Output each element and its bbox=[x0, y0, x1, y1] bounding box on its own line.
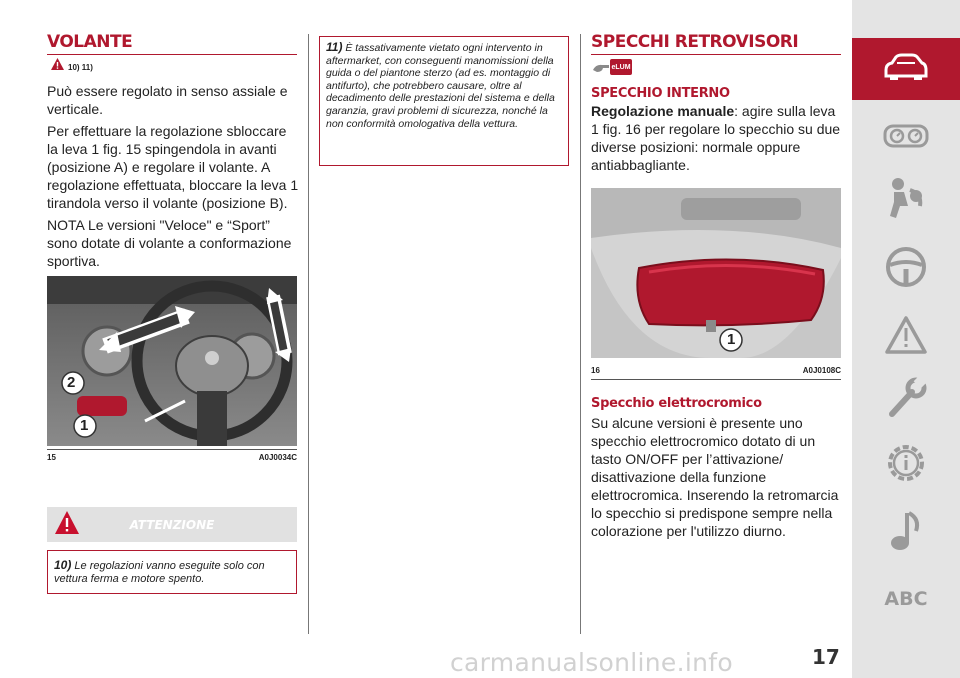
abc-label: ABC bbox=[884, 588, 928, 610]
callout-2: 2 bbox=[67, 374, 76, 391]
chapter-sidebar bbox=[852, 0, 960, 678]
sidebar-item-warnings[interactable] bbox=[852, 314, 960, 360]
section-title-specchi: SPECCHI RETROVISORI bbox=[591, 32, 841, 55]
sidebar-item-safety[interactable] bbox=[852, 176, 960, 224]
caption-fig-15 bbox=[47, 453, 297, 462]
note-number: 10) bbox=[54, 558, 72, 572]
paragraph-2: Per effettuare la regolazione sbloccare la leva 1 fig. 15 spingendola in avanti (posizione A) e regolare il volante. A regolazione effettuata, bloccare la leva 1 tirandola verso il volante (posizione B). bbox=[47, 123, 299, 211]
sidebar-item-index[interactable] bbox=[852, 584, 960, 614]
warning-icon bbox=[884, 315, 928, 360]
column-divider-2 bbox=[580, 34, 581, 634]
manual-adjustment-paragraph bbox=[591, 102, 843, 174]
left-column bbox=[47, 0, 297, 55]
sidebar-item-driving[interactable] bbox=[852, 244, 960, 294]
warning-triangle-icon bbox=[53, 509, 81, 540]
sidebar-item-dashboard[interactable] bbox=[852, 118, 960, 158]
note-text: È tassativamente vietato ogni intervento in aftermarket, con conseguenti manomissioni della guida o del piantone sterzo (ad es. montaggio di antifurto), che potrebbero causare, oltre al decadimento delle prestazioni del sistema e della garanzia, gravi problemi di sicurezza, nonché la non conformità omologativa della vettura. bbox=[326, 42, 555, 130]
figure-code: A0J0034C bbox=[258, 453, 297, 462]
column-divider-1 bbox=[308, 34, 309, 634]
steering-wheel-icon bbox=[884, 245, 928, 294]
elum-badge: eLUM bbox=[610, 59, 632, 75]
callout-1: 1 bbox=[80, 417, 89, 434]
electrochromic-paragraph: Su alcune versioni è presente uno specchio elettrocromico dotato di un tasto ON/OFF per l’attivazione/ disattivazione della funzione elettrocromica. Inserendo la retromarcia lo specchio si predispone sempre nella colorazione per l'utilizzo diurno. bbox=[591, 415, 839, 539]
warning-heading: ATTENZIONE bbox=[129, 517, 215, 532]
figure-number: 16 bbox=[591, 366, 600, 375]
figure-rearview-mirror bbox=[591, 188, 841, 358]
paragraph-1: Può essere regolato in senso assiale e verticale. bbox=[47, 83, 288, 117]
warning-note-11 bbox=[319, 36, 569, 166]
sidebar-item-maintenance[interactable] bbox=[852, 440, 960, 490]
manual-label: Regolazione manuale bbox=[591, 103, 735, 119]
section-title-volante: VOLANTE bbox=[47, 32, 297, 55]
dashboard-icon bbox=[883, 122, 929, 155]
caption-fig-16 bbox=[591, 366, 841, 375]
car-icon bbox=[882, 52, 930, 87]
watermark: carmanualsonline.info bbox=[450, 648, 733, 677]
info-gear-icon bbox=[883, 440, 929, 491]
page-number: 17 bbox=[812, 645, 840, 669]
safety-icon bbox=[886, 176, 926, 225]
sidebar-item-vehicle[interactable] bbox=[852, 38, 960, 100]
warning-note-10 bbox=[47, 550, 297, 594]
right-column bbox=[591, 32, 841, 55]
figure-steering-wheel bbox=[47, 276, 297, 446]
sidebar-item-multimedia[interactable] bbox=[852, 508, 960, 558]
note-number: 11) bbox=[326, 40, 343, 54]
caption-rule-15 bbox=[47, 449, 297, 450]
warning-heading-bar bbox=[47, 507, 297, 542]
note-references: 10) 11) bbox=[68, 63, 93, 72]
figure-number: 15 bbox=[47, 453, 56, 462]
hand-icon bbox=[592, 60, 610, 78]
figure-code: A0J0108C bbox=[802, 366, 841, 375]
music-icon bbox=[888, 509, 924, 558]
left-body bbox=[47, 82, 299, 270]
subsection-interior-mirror: SPECCHIO INTERNO bbox=[591, 86, 730, 101]
wrench-icon bbox=[884, 376, 928, 425]
callout-1: 1 bbox=[727, 331, 736, 348]
warning-ref-icon bbox=[50, 57, 65, 76]
subsection-electrochromic: Specchio elettrocromico bbox=[591, 396, 762, 411]
paragraph-3: NOTA Le versioni "Veloce" e “Sport” sono dotate di volante a conformazione sportiva. bbox=[47, 217, 292, 269]
manual-text: : agire sulla leva 1 fig. 16 per regolare lo specchio su due diverse posizioni: normale oppure antiabbagliante. bbox=[591, 103, 841, 173]
caption-rule-16 bbox=[591, 379, 841, 380]
sidebar-item-emergency[interactable] bbox=[852, 376, 960, 424]
note-text: Le regolazioni vanno eseguite solo con vettura ferma e motore spento. bbox=[54, 560, 265, 585]
